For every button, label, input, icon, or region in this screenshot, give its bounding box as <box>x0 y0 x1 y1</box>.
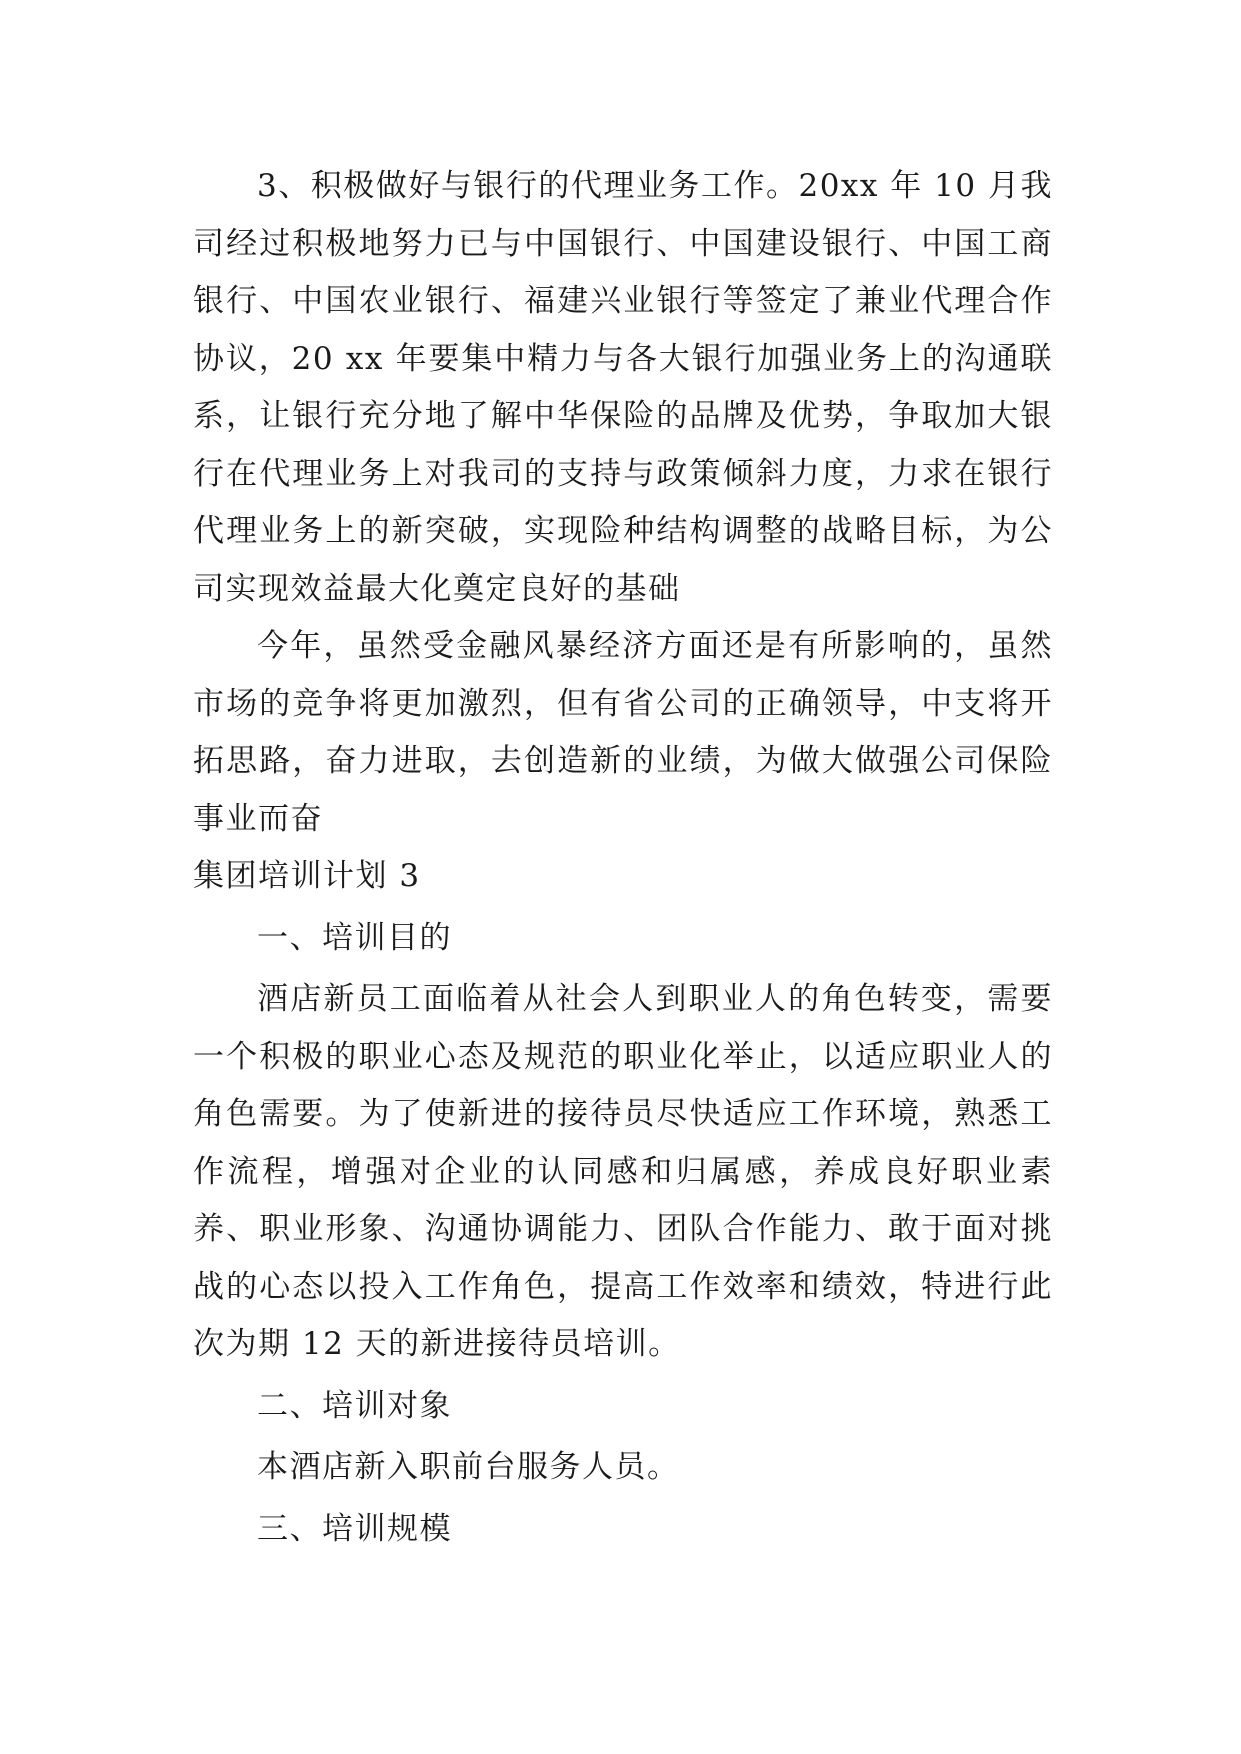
section-title-training-plan: 集团培训计划 3 <box>193 858 421 894</box>
paragraph-bank-agency: 3、积极做好与银行的代理业务工作。20xx 年 10 月我司经过积极地努力已与中国银行、中国建设银行、中国工商银行、中国农业银行、福建兴业银行等签定了兼业代理合作协议，20 xx 年要集中精力与各大银行加强业务上的沟通联系，让银行充分地了解中华保险的品牌及优势，争取加大银行在代理业务上对我司的支持与政策倾斜力度，力求在银行代理业务上的新突破，实现险种结构调整的战略目标，为公司实现效益最大化奠定良好的基础 <box>193 168 1053 607</box>
heading-training-purpose: 一、培训目的 <box>257 919 452 956</box>
document-body <box>193 158 1053 1562</box>
paragraph-this-year: 今年，虽然受金融风暴经济方面还是有所影响的，虽然市场的竞争将更加激烈，但有省公司的正确领导，中支将开拓思路，奋力进取，去创造新的业绩，为做大做强公司保险事业而奋 <box>193 628 1053 837</box>
heading-training-target: 二、培训对象 <box>257 1387 452 1424</box>
paragraph-training-purpose: 酒店新员工面临着从社会人到职业人的角色转变，需要一个积极的职业心态及规范的职业化举止，以适应职业人的角色需要。为了使新进的接待员尽快适应工作环境，熟悉工作流程，增强对企业的认同感和归属感，养成良好职业素养、职业形象、沟通协调能力、团队合作能力、敢于面对挑战的心态以投入工作角色，提高工作效率和绩效，特进行此次为期 12 天的新进接待员培训。 <box>193 981 1053 1362</box>
heading-training-scale: 三、培训规模 <box>257 1510 452 1547</box>
paragraph-training-target: 本酒店新入职前台服务人员。 <box>257 1449 680 1485</box>
